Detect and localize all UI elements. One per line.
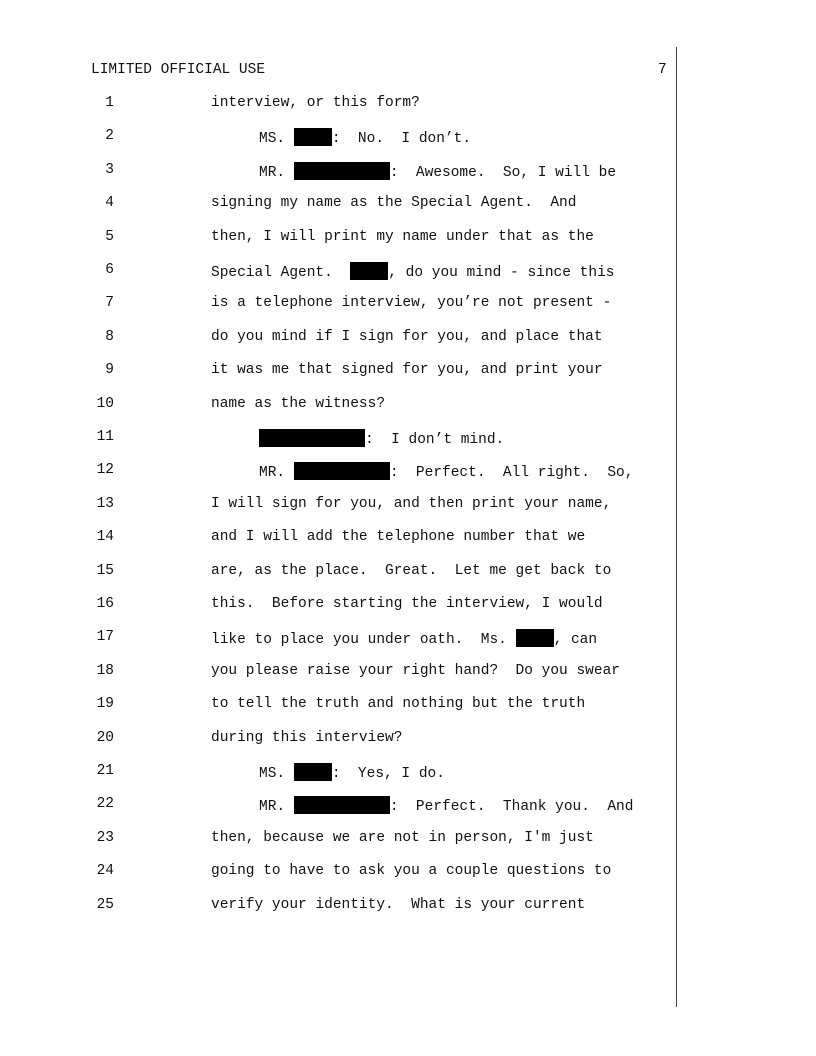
transcript-line: [259, 162, 616, 181]
line-number: 10: [96, 395, 114, 412]
transcript-line: [211, 663, 620, 679]
line-number: 7: [105, 295, 114, 312]
line-text-segment: : Perfect. All right. So,: [389, 465, 634, 482]
line-text-segment: : Perfect. Thank you. And: [389, 799, 634, 816]
transcript-line: [211, 863, 611, 879]
transcript-line: [211, 396, 385, 412]
line-text-segment: during this interview?: [211, 729, 403, 746]
line-number: 12: [96, 462, 114, 479]
line-number: 23: [96, 829, 114, 846]
line-number: 24: [96, 863, 114, 880]
transcript-line: [259, 763, 445, 782]
line-text-segment: Special Agent.: [211, 265, 351, 281]
line-text-segment: MR.: [259, 799, 294, 816]
line-number: 20: [96, 729, 114, 746]
transcript-line: [211, 563, 611, 579]
line-number: 5: [105, 228, 114, 245]
transcript-line: [259, 796, 633, 815]
line-number: 3: [105, 161, 114, 178]
transcript-line: [211, 696, 585, 712]
transcript-line: [211, 496, 611, 512]
line-text-segment: : Yes, I do.: [331, 766, 445, 782]
redaction-block: [259, 429, 365, 447]
line-text-segment: verify your identity. What is your current: [211, 896, 586, 913]
line-text-segment: you please raise your right hand? Do you swear: [211, 662, 620, 679]
redaction-block: [294, 128, 332, 146]
line-number: 9: [105, 362, 114, 379]
transcript-line: [211, 229, 594, 245]
redaction-block: [294, 162, 390, 180]
line-number: 14: [96, 529, 114, 546]
line-number: 6: [105, 262, 114, 278]
line-text-segment: it was me that signed for you, and print your: [211, 362, 603, 379]
line-text-segment: , do you mind - since this: [388, 265, 615, 281]
line-text-segment: interview, or this form?: [211, 95, 420, 111]
line-text-segment: to tell the truth and nothing but the truth: [211, 696, 586, 713]
page-header-classification: LIMITED OFFICIAL USE: [91, 62, 266, 78]
line-text-segment: : I don’t mind.: [365, 432, 505, 448]
transcript-line: [211, 730, 402, 746]
redaction-block: [294, 462, 390, 480]
line-text-segment: MR.: [259, 164, 294, 181]
line-number: 25: [96, 896, 114, 913]
line-text-segment: do you mind if I sign for you, and place that: [211, 328, 603, 345]
transcript-line: [211, 897, 585, 913]
line-text-segment: name as the witness?: [211, 395, 386, 412]
line-text-segment: MS.: [259, 131, 294, 148]
transcript-line: [211, 329, 603, 345]
line-number: 1: [105, 95, 114, 111]
transcript-line: [211, 830, 594, 846]
transcript-line: [259, 462, 633, 481]
line-number: 11: [96, 429, 114, 445]
line-text-segment: are, as the place. Great. Let me get back to: [211, 562, 612, 579]
redaction-block: [516, 629, 554, 647]
line-text-segment: going to have to ask you a couple questions to: [211, 863, 612, 880]
line-number: 16: [96, 596, 114, 612]
line-number: 2: [105, 128, 114, 145]
transcript-line: [211, 362, 603, 378]
line-number: 8: [105, 328, 114, 345]
line-text-segment: like to place you under oath. Ms.: [211, 632, 516, 649]
line-text-segment: and I will add the telephone number that we: [211, 529, 586, 546]
line-number: 18: [96, 662, 114, 679]
redaction-block: [294, 796, 390, 814]
transcript-line: [211, 195, 576, 211]
line-number: 22: [96, 796, 114, 813]
transcript-line: [211, 596, 603, 612]
line-text-segment: MR.: [259, 465, 294, 482]
line-number: 21: [96, 763, 114, 779]
transcript-line: [259, 128, 471, 147]
transcript-line: [259, 429, 504, 448]
line-number: 4: [105, 195, 114, 212]
line-text-segment: is a telephone interview, you’re not present -: [211, 295, 612, 312]
line-text-segment: , can: [553, 632, 598, 649]
page-number: 7: [658, 62, 667, 78]
line-number: 13: [96, 495, 114, 512]
redaction-block: [294, 763, 332, 781]
line-text-segment: : No. I don’t.: [331, 131, 472, 148]
line-text-segment: : Awesome. So, I will be: [389, 164, 617, 181]
transcript-line: [211, 95, 420, 111]
line-number: 17: [96, 629, 114, 646]
line-text-segment: then, I will print my name under that as the: [211, 228, 594, 245]
transcript-line: [211, 295, 611, 311]
transcript-line: [211, 529, 585, 545]
right-margin-rule: [676, 47, 677, 1007]
line-text-segment: MS.: [259, 766, 294, 782]
line-text-segment: this. Before starting the interview, I would: [211, 596, 603, 612]
line-text-segment: I will sign for you, and then print your name,: [211, 495, 612, 512]
transcript-line: [211, 262, 614, 281]
line-number: 15: [96, 562, 114, 579]
line-text-segment: signing my name as the Special Agent. And: [211, 195, 577, 212]
redaction-block: [350, 262, 388, 280]
line-number: 19: [96, 696, 114, 713]
transcript-line: [211, 629, 597, 648]
line-text-segment: then, because we are not in person, I'm just: [211, 829, 594, 846]
